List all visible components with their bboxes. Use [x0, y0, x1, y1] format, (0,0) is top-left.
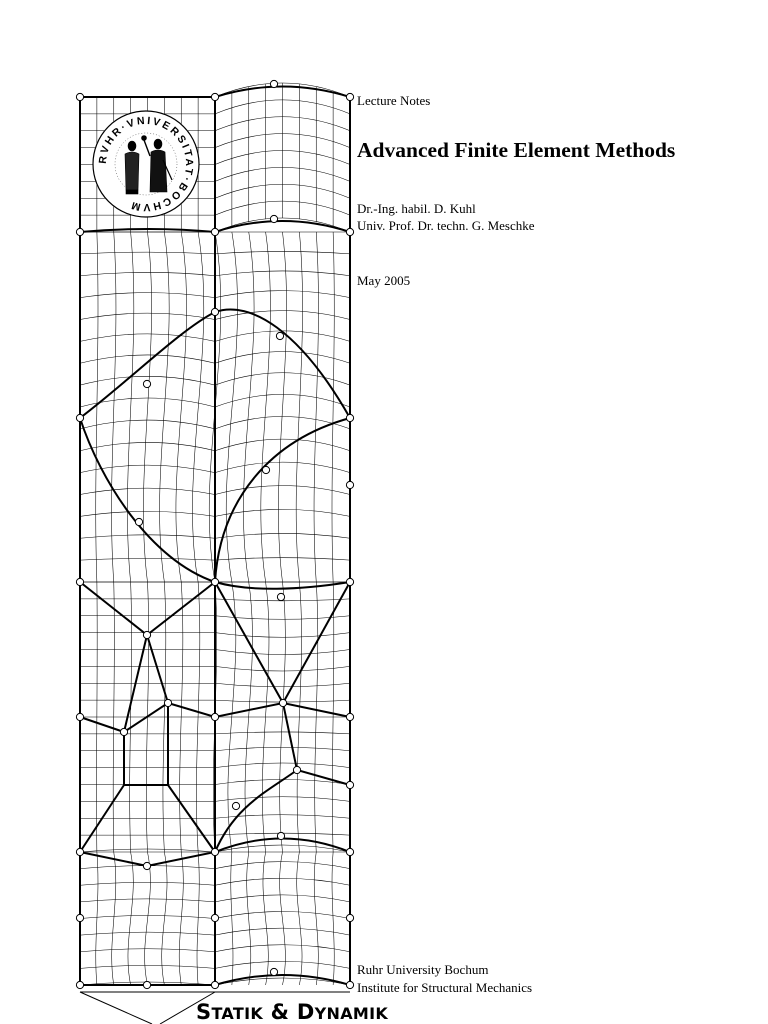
mesh-line — [297, 852, 302, 985]
mesh-line — [97, 582, 98, 852]
mesh-line — [261, 232, 271, 582]
mesh-line — [128, 852, 133, 985]
mesh-node — [120, 728, 127, 735]
mesh-node — [211, 308, 218, 315]
mesh-line — [314, 232, 318, 582]
mesh-line — [247, 852, 251, 985]
mesh-node — [76, 578, 83, 585]
mesh-node — [293, 766, 300, 773]
author-2: Univ. Prof. Dr. techn. G. Meschke — [357, 218, 535, 233]
mesh-node — [346, 781, 353, 788]
mesh-line — [96, 232, 98, 582]
mesh-node — [232, 802, 239, 809]
mesh-node — [346, 713, 353, 720]
institute-name: Institute for Structural Mechanics — [357, 980, 533, 995]
mesh-node — [276, 332, 283, 339]
mesh-line — [162, 852, 167, 985]
university-name: Ruhr University Bochum — [357, 962, 489, 977]
element-boundary — [80, 785, 215, 866]
mesh-node — [346, 914, 353, 921]
mesh-node — [135, 518, 142, 525]
mesh-node — [211, 578, 218, 585]
mesh-node — [211, 228, 218, 235]
mesh-line — [314, 852, 318, 985]
mesh-node — [270, 80, 277, 87]
mesh-node — [279, 699, 286, 706]
mesh-node — [211, 914, 218, 921]
mesh-node — [143, 862, 150, 869]
mesh-line — [176, 232, 187, 582]
mesh-line — [145, 852, 151, 985]
mesh-node — [346, 578, 353, 585]
mesh-node — [76, 981, 83, 988]
mesh-node — [143, 631, 150, 638]
mesh-line — [127, 232, 133, 582]
mesh-line — [296, 232, 302, 582]
university-seal — [92, 110, 200, 218]
mesh-line — [243, 232, 254, 582]
mesh-line — [112, 852, 116, 985]
mesh-node — [277, 832, 284, 839]
mesh-node — [346, 228, 353, 235]
mesh-node — [346, 93, 353, 100]
statik-dynamik-logo: STATIK & DYNAMIK — [196, 1000, 389, 1024]
mesh-node — [76, 228, 83, 235]
mesh-node — [270, 968, 277, 975]
mesh-line — [143, 232, 151, 582]
mesh-node — [270, 215, 277, 222]
mesh-line — [192, 232, 203, 582]
publication-date: May 2005 — [357, 273, 411, 288]
author-1: Dr.-Ing. habil. D. Kuhl — [357, 201, 476, 216]
mesh-node — [277, 593, 284, 600]
mesh-node — [76, 848, 83, 855]
element-boundary — [80, 582, 215, 635]
mesh-node — [262, 466, 269, 473]
mesh-line — [226, 232, 237, 582]
mesh-node — [346, 481, 353, 488]
mesh-line — [197, 852, 199, 985]
mesh-node — [76, 414, 83, 421]
mesh-line — [278, 232, 286, 582]
mesh-node — [211, 93, 218, 100]
mesh-node — [211, 713, 218, 720]
document-title: Advanced Finite Element Methods — [357, 138, 676, 162]
seal-lettering: RVHR·VNIVERSITAT·BOCHVM — [96, 114, 196, 214]
mesh-line — [112, 232, 116, 582]
mesh-node — [346, 848, 353, 855]
mesh-node — [76, 914, 83, 921]
mesh-line — [332, 232, 334, 582]
mesh-line — [160, 232, 170, 582]
mesh-node — [143, 981, 150, 988]
mesh-node — [164, 699, 171, 706]
mesh-node — [211, 981, 218, 988]
mesh-node — [76, 713, 83, 720]
mesh-node — [346, 414, 353, 421]
mesh-line — [280, 852, 286, 985]
mesh-node — [346, 981, 353, 988]
mesh-line — [96, 852, 98, 985]
mesh-node — [143, 380, 150, 387]
mesh-line — [263, 852, 268, 985]
series-label: Lecture Notes — [357, 93, 431, 108]
mesh-line — [179, 852, 183, 985]
mesh-node — [76, 93, 83, 100]
mesh-node — [211, 848, 218, 855]
